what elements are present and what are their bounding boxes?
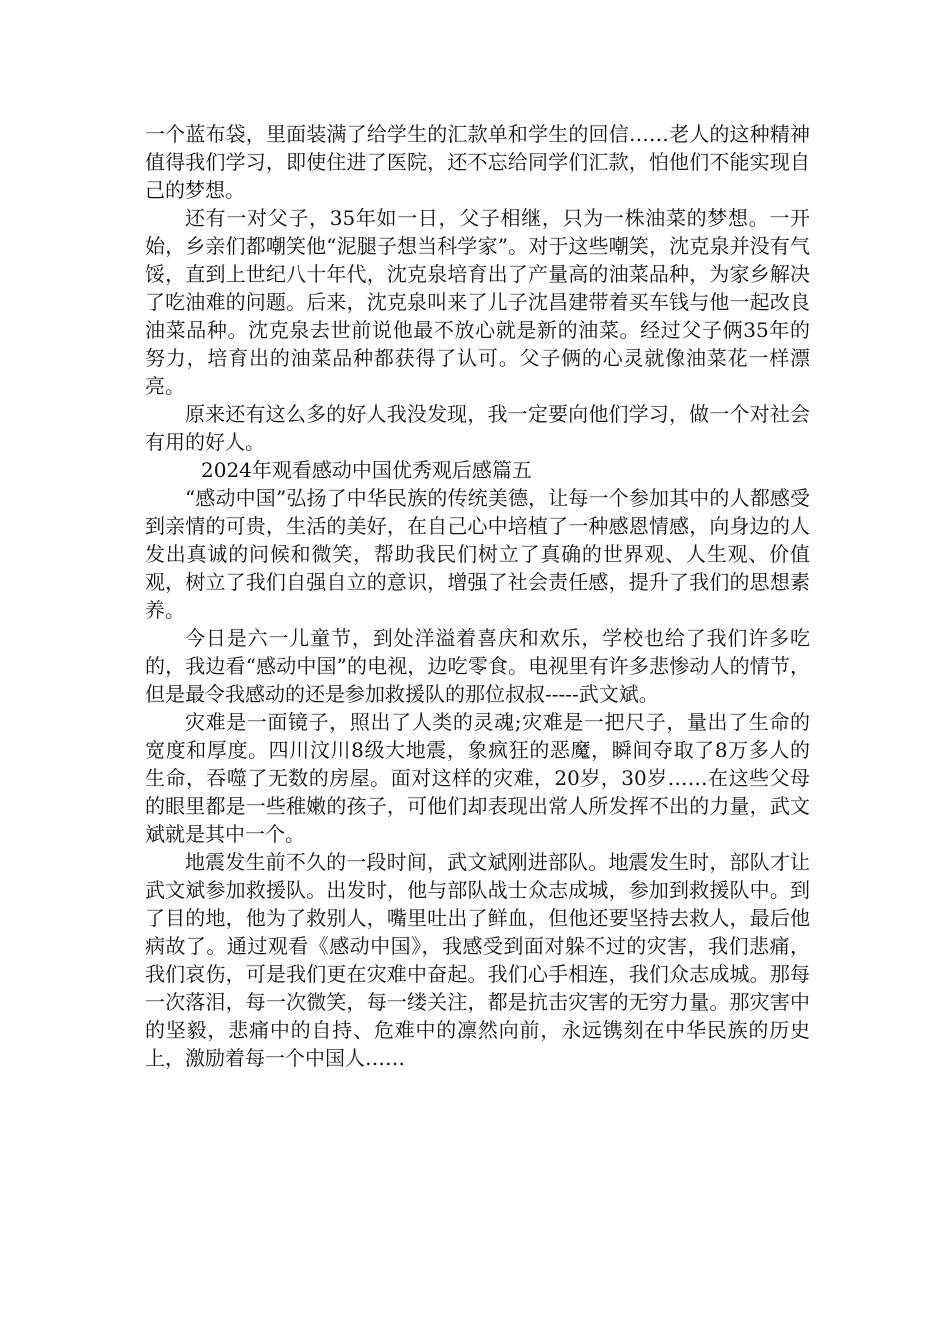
paragraph-disaster: 灾难是一面镜子，照出了人类的灵魂;灾难是一把尺子，量出了生命的宽度和厚度。四川汶川8级大地震，象疯狂的恶魔，瞬间夺取了8万多人的生命，吞噬了无数的房屋。面对这样的灾难，20岁，30岁……在这些父母的眼里都是一些稚嫩的孩子，可他们却表现出常人所发挥不出的力量，武文斌就是其中一个。 xyxy=(145,710,810,846)
paragraph-continuation: 一个蓝布袋，里面装满了给学生的汇款单和学生的回信……老人的这种精神值得我们学习，即使住进了医院，还不忘给同学们汇款，怕他们不能实现自己的梦想。 xyxy=(145,122,810,202)
paragraph-intro: “感动中国”弘扬了中华民族的传统美德，让每一个参加其中的人都感受到亲情的可贵，生活的美好，在自己心中培植了一种感恩情感，向身边的人发出真诚的问候和微笑，帮助我民们树立了真确的世界观、人生观、价值观，树立了我们自强自立的意识，增强了社会责任感，提升了我们的思想素养。 xyxy=(145,486,810,622)
paragraph-conclusion: 原来还有这么多的好人我没发现，我一定要向他们学习，做一个对社会有用的好人。 xyxy=(145,402,810,454)
paragraph-childrens-day: 今日是六一儿童节，到处洋溢着喜庆和欢乐，学校也给了我们许多吃的，我边看“感动中国”的电视，边吃零食。电视里有许多悲惨动人的情节，但是最令我感动的还是参加救援队的那位叔叔-----武文斌。 xyxy=(145,626,810,706)
section-heading: 2024年观看感动中国优秀观后感篇五 xyxy=(201,458,532,482)
paragraph-earthquake: 地震发生前不久的一段时间，武文斌刚进部队。地震发生时，部队才让武文斌参加救援队。出发时，他与部队战士众志成城，参加到救援队中。到了目的地，他为了救别人，嘴里吐出了鲜血，但他还要坚持去救人，最后他病故了。通过观看《感动中国》，我感受到面对躲不过的灾害，我们悲痛，我们哀伤，可是我们更在灾难中奋起。我们心手相连，我们众志成城。那每一次落泪，每一次微笑，每一缕关注，都是抗击灾害的无穷力量。那灾害中的坚毅，悲痛中的自持、危难中的凛然向前，永远镌刻在中华民族的历史上，激励着每一个中国人…… xyxy=(145,850,810,1070)
paragraph-father-son: 还有一对父子，35年如一日，父子相继，只为一株油菜的梦想。一开始，乡亲们都嘲笑他“泥腿子想当科学家”。对于这些嘲笑，沈克泉并没有气馁，直到上世纪八十年代，沈克泉培育出了产量高的油菜品种，为家乡解决了吃油难的问题。后来，沈克泉叫来了儿子沈昌建带着买车钱与他一起改良油菜品种。沈克泉去世前说他最不放心就是新的油菜。经过父子俩35年的努力，培育出的油菜品种都获得了认可。父子俩的心灵就像油菜花一样漂亮。 xyxy=(145,206,810,398)
document-body xyxy=(145,120,810,1072)
